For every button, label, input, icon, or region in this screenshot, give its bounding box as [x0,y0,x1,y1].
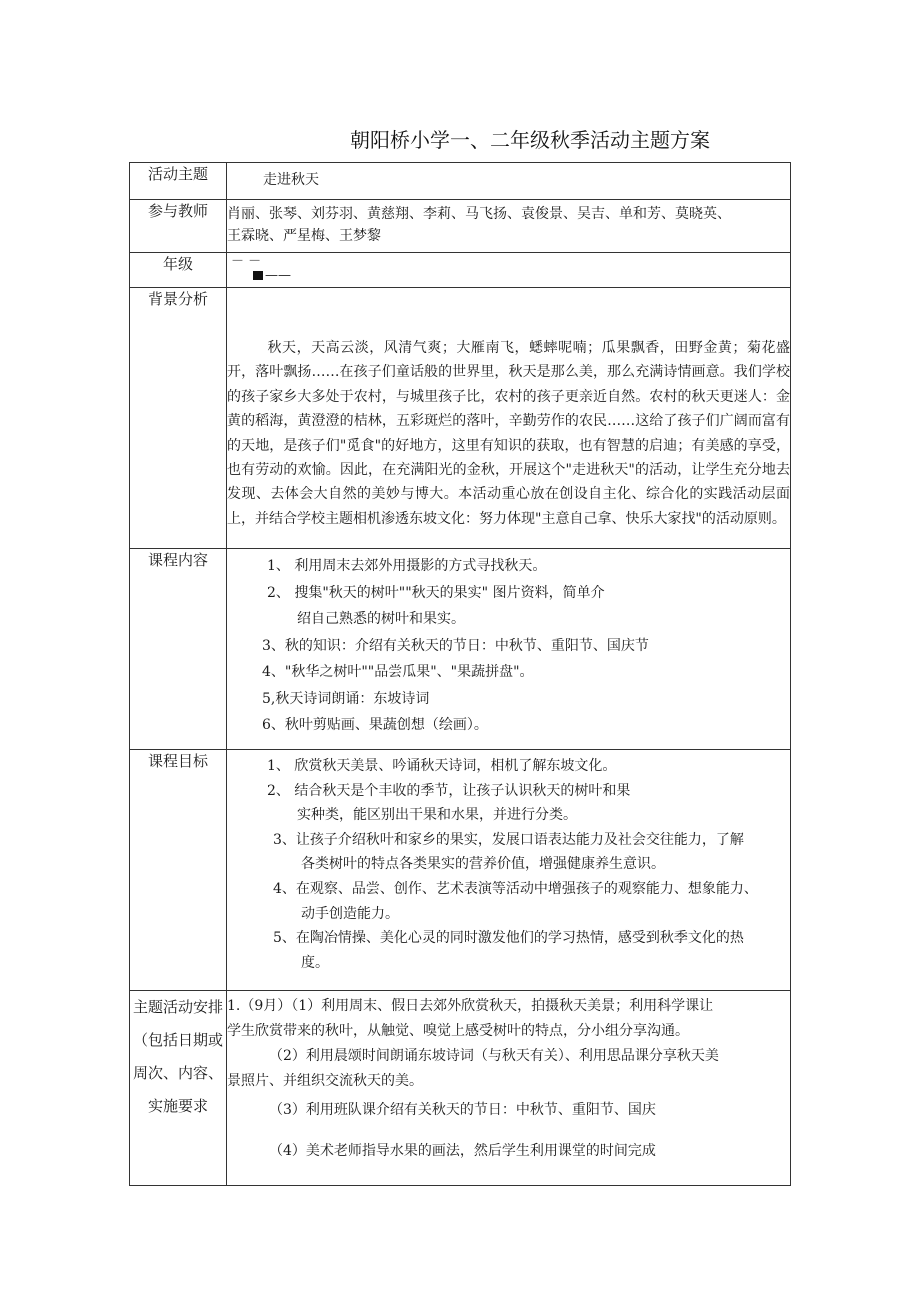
table-row [130,750,791,991]
list-item: （2）利用晨颂时间朗诵东坡诗词（与秋天有关）、利用思品课分享秋天美 [269,1048,719,1064]
list-item: 4、"秋华之树叶""品尝瓜果"、"果蔬拼盘"。 [262,664,534,680]
table-row [130,163,791,200]
background-paragraph: 秋天，天高云淡，风清气爽；大雁南飞，蟋蟀呢喃；瓜果飘香，田野金黄；菊花盛开，落叶飘扬……在孩子们童话般的世界里，秋天是那么美，那么充满诗情画意。我们学校的孩子家乡大多处于农村，与城里孩子比，农村的孩子更亲近自然。农村的秋天更迷人：金黄的稻海，黄澄澄的桔林，五彩斑烂的落叶，辛勤劳作的农民……这给了孩子们广阔而富有的天地，是孩子们"觅食"的好地方，这里有知识的获取，也有智慧的启迪；有美感的享受，也有劳动的欢愉。因此，在充满阳光的金秋，开展这个"走进秋天"的活动，让学生充分地去发现、去体会大自然的美妙与博大。本活动重心放在创设自主化、综合化的实践活动层面上，并结合学校主题相机渗透东坡文化：努力体现"主意自己拿、快乐大家找"的活动原则。 [227,340,790,527]
row-label-teachers: 参与教师 [130,200,227,253]
teachers-value [227,200,790,247]
theme-value: 走进秋天 [263,172,319,188]
grade-line-2: —— [265,268,291,283]
table-row [130,991,791,1186]
row-label-goals: 课程目标 [130,750,227,991]
list-item: 实种类，能区别出干果和水果，并进行分类。 [297,807,577,824]
list-item: （3）利用班队课介绍有关秋天的节日：中秋节、重阳节、国庆 [269,1102,656,1118]
filled-square-icon [253,271,263,280]
list-item: 3、秋的知识：介绍有关秋天的节日：中秋节、重阳节、国庆节 [262,637,649,654]
list-item: 3、让孩子介绍秋叶和家乡的果实，发展口语表达能力及社会交往能力，了解 [273,831,744,848]
arrangement-label-line: （包括日期或 [132,1031,223,1049]
table-row [130,253,791,288]
row-label-course: 课程内容 [130,549,227,750]
list-item: 动手创造能力。 [301,905,399,922]
table-row [130,200,791,253]
list-item: 1、 利用周末去郊外用摄影的方式寻找秋天。 [267,558,547,574]
list-item: （4）美术老师指导水果的画法，然后学生利用课堂的时间完成 [269,1143,656,1159]
course-cell [227,549,791,750]
grade-value [227,253,790,283]
list-item: 4、在观察、品尝、创作、艺术表演等活动中增强孩子的观察能力、想象能力、 [273,880,758,897]
row-label-theme: 活动主题 [130,163,227,200]
table-row [130,288,791,549]
arrangement-list [227,991,790,1164]
goals-list [227,750,790,975]
row-label-background: 背景分析 [130,288,227,549]
list-item: 1、 欣赏秋天美景、吟诵秋天诗词，相机了解东坡文化。 [267,758,617,774]
document-title: 朝阳桥小学一、二年级秋季活动主题方案 [350,128,710,152]
arrangement-label-line: 主题活动安排 [132,998,223,1016]
activity-plan-table [129,162,791,1186]
arrangement-label-line: 周次、内容、 [132,1064,223,1082]
table-row [130,549,791,750]
list-item: 各类树叶的特点各类果实的营养价值，增强健康养生意识。 [301,856,665,873]
background-text [227,288,790,531]
list-item: 5、在陶冶情操、美化心灵的同时激发他们的学习热情，感受到秋季文化的热 [273,930,744,947]
teachers-line-2: 王霖晓、严星梅、王梦黎 [227,228,381,244]
list-item: 6、秋叶剪贴画、果蔬创想（绘画）。 [262,717,488,733]
teachers-line-1: 肖丽、张琴、刘芬羽、黄慈翔、李莉、马飞扬、袁俊景、吴吉、单和芳、莫晓英、 [227,206,731,222]
goals-cell [227,750,791,991]
background-cell [227,288,791,549]
list-item: 1.（9月）（1）利用周末、假日去郊外欣赏秋天，拍摄秋天美景；利用科学课让 [227,998,714,1014]
list-item: 绍自己熟悉的树叶和果实。 [297,611,465,627]
list-item: 2、 搜集"秋天的树叶""秋天的果实" 图片资料，简单介 [267,584,605,601]
list-item: 景照片、并组织交流秋天的美。 [227,1073,423,1089]
arrangement-cell [227,991,791,1186]
row-label-arrangement [130,991,227,1186]
grade-cell [227,253,791,288]
list-item: 2、 结合秋天是个丰收的季节，让孩子认识秋天的树叶和果 [267,782,631,799]
list-item: 5,秋天诗词朗诵：东坡诗词 [262,690,430,707]
theme-cell [227,163,791,200]
row-label-grade: 年级 [130,253,227,288]
course-list [227,549,790,739]
list-item: 度。 [301,954,329,971]
grade-line-2-wrap [231,269,790,283]
teachers-cell [227,200,791,253]
arrangement-label-line: 实施要求 [147,1097,208,1115]
list-item: 学生欣赏带来的秋叶，从触觉、嗅觉上感受树叶的特点，分小组分享沟通。 [227,1023,689,1039]
grade-line-1: － － [231,254,262,269]
